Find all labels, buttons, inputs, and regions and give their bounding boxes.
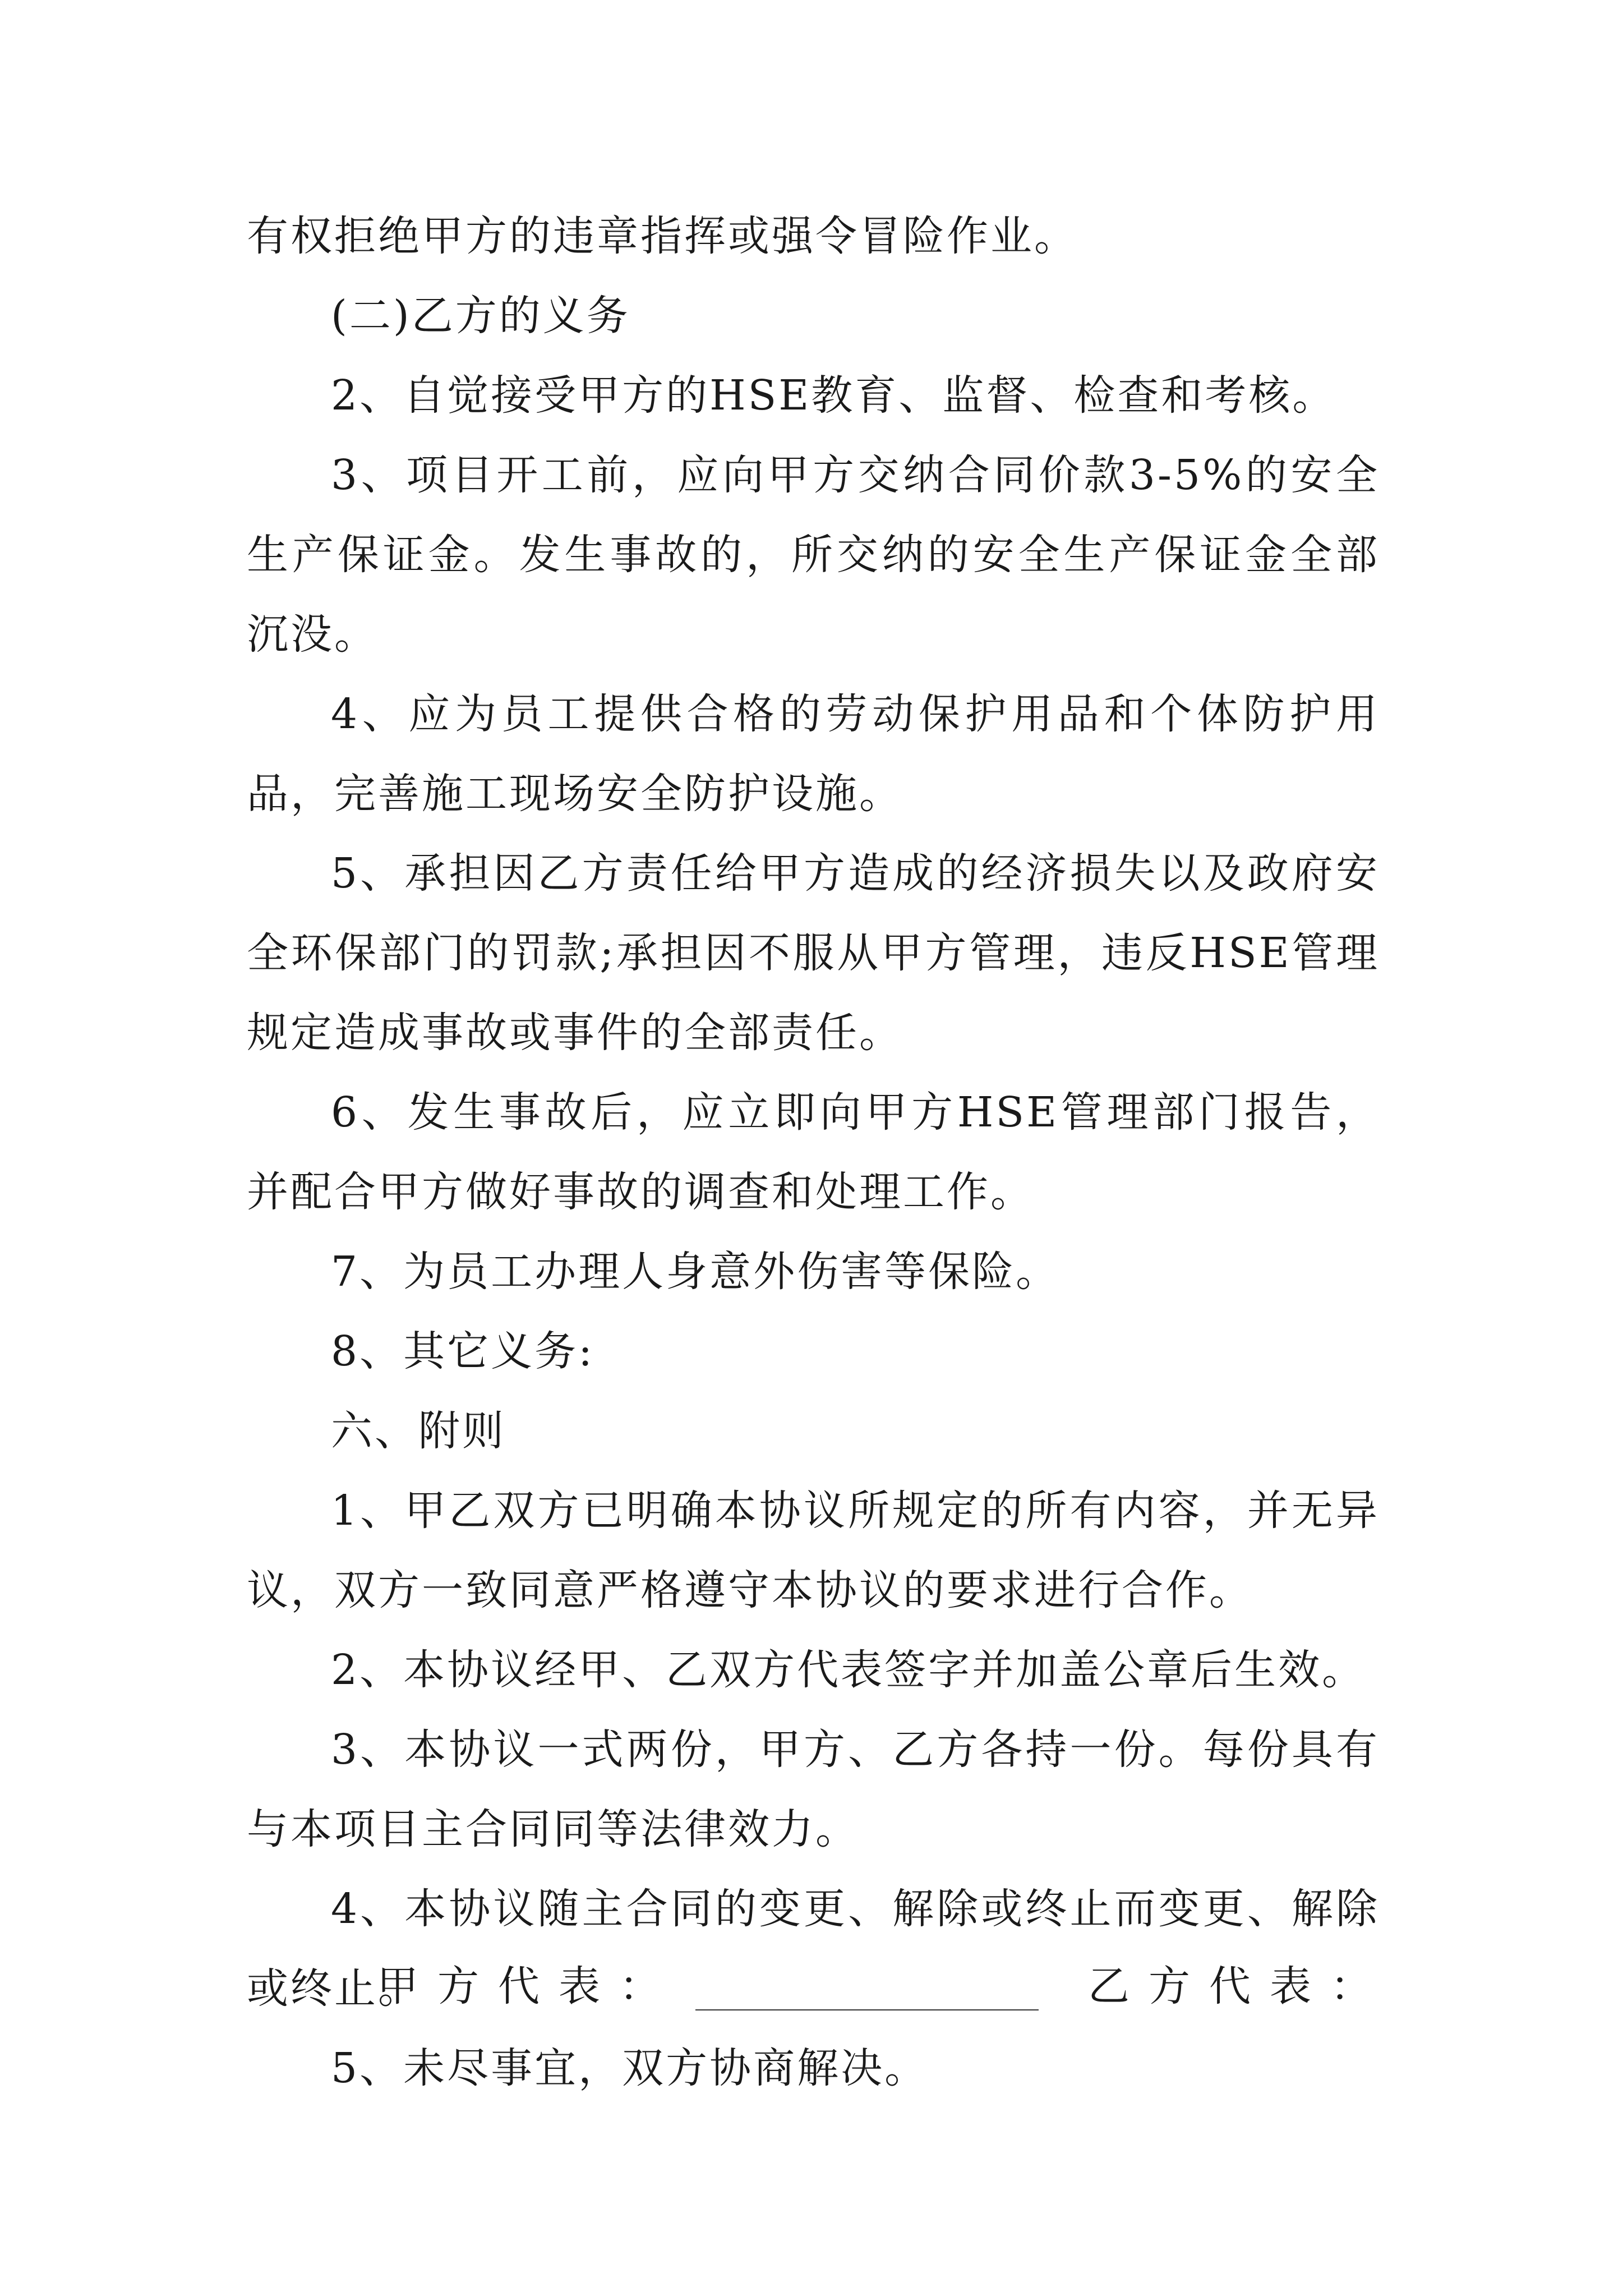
party-a-representative-label: 甲方代表： — [377, 1962, 680, 2010]
signature-row — [247, 1947, 1391, 2026]
section-heading: 六、附则 — [331, 1407, 506, 1455]
paragraph: 有权拒绝甲方的违章指挥或强令冒险作业。 — [247, 212, 1078, 260]
paragraph: 4、本协议随主合同的变更、解除或终止而变更、解除或终止。 — [247, 1885, 1380, 2013]
paragraph: 2、本协议经甲、乙双方代表签字并加盖公章后生效。 — [331, 1646, 1366, 1694]
paragraph: 2、自觉接受甲方的HSE教育、监督、检查和考核。 — [331, 371, 1336, 420]
paragraph: 3、项目开工前，应向甲方交纳合同价款3-5%的安全生产保证金。发生事故的，所交纳的安全生产保证金全部沉没。 — [247, 451, 1380, 659]
paragraph: 4、应为员工提供合格的劳动保护用品和个体防护用品，完善施工现场安全防护设施。 — [247, 690, 1380, 818]
document-body — [247, 196, 1380, 2108]
paragraph: 7、为员工办理人身意外伤害等保险。 — [331, 1248, 1060, 1296]
paragraph: 8、其它义务: — [331, 1327, 595, 1375]
paragraph: 6、发生事故后，应立即向甲方HSE管理部门报告，并配合甲方做好事故的调查和处理工作。 — [247, 1088, 1380, 1216]
paragraph: 5、未尽事宜，双方协商解决。 — [331, 2044, 929, 2092]
paragraph: 5、承担因乙方责任给甲方造成的经济损失以及政府安全环保部门的罚款;承担因不服从甲方管理，违反HSE管理规定造成事故或事件的全部责任。 — [247, 849, 1380, 1057]
paragraph: 3、本协议一式两份，甲方、乙方各持一份。每份具有与本项目主合同同等法律效力。 — [247, 1726, 1380, 1853]
party-a-signature-blank[interactable] — [695, 2009, 1039, 2010]
paragraph: 1、甲乙双方已明确本协议所规定的所有内容，并无异议，双方一致同意严格遵守本协议的要求进行合作。 — [247, 1487, 1380, 1614]
party-b-representative-label: 乙方代表： — [1088, 1962, 1391, 2010]
section-heading: (二)乙方的义务 — [331, 292, 630, 340]
